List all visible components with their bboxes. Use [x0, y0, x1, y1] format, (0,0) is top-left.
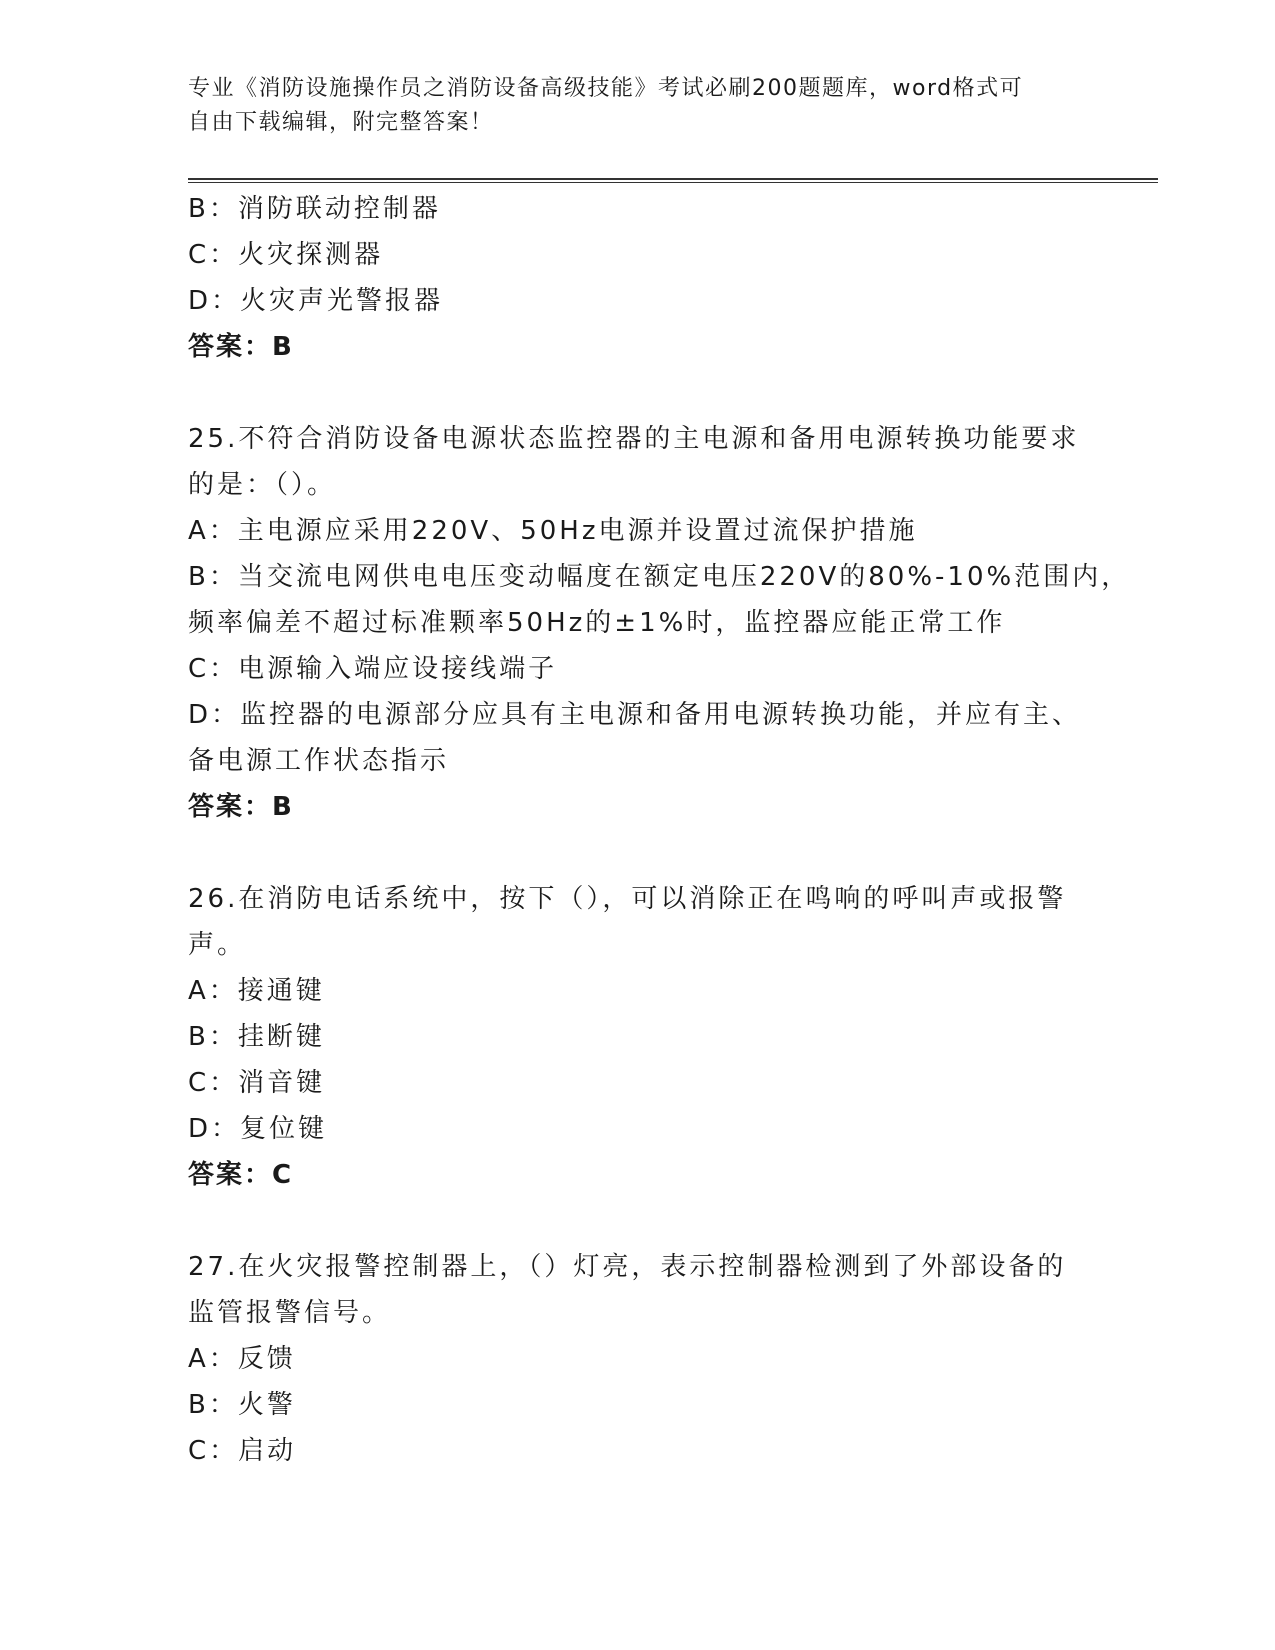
option-c: C：火灾探测器 [188, 240, 384, 270]
option-b: B：挂断键 [188, 1022, 325, 1052]
question-stem-line-1: 27.在火灾报警控制器上，（）灯亮，表示控制器检测到了外部设备的 [188, 1252, 1067, 1282]
question-stem-line-1: 25.不符合消防设备电源状态监控器的主电源和备用电源转换功能要求 [188, 424, 1080, 454]
question-stem-line-2: 的是：（）。 [188, 470, 337, 500]
spacer [188, 370, 1088, 416]
option-d-line-2: 备电源工作状态指示 [188, 746, 450, 776]
option-a: A：主电源应采用220V、50Hz电源并设置过流保护措施 [188, 516, 918, 546]
question-stem-line-2: 声。 [188, 930, 247, 960]
answer: 答案：B [188, 332, 294, 362]
spacer [188, 830, 1088, 876]
option-c: C：电源输入端应设接线端子 [188, 654, 558, 684]
option-b: B：消防联动控制器 [188, 194, 441, 224]
option-d: D：复位键 [188, 1114, 328, 1144]
option-b-line-2: 频率偏差不超过标准颗率50Hz的±1%时，监控器应能正常工作 [188, 608, 1006, 638]
option-b: B：火警 [188, 1390, 296, 1420]
question-24-tail [188, 186, 1088, 370]
header-line-2: 自由下载编辑，附完整答案！ [188, 110, 494, 135]
question-stem-line-1: 26.在消防电话系统中，按下（），可以消除正在鸣响的呼叫声或报警 [188, 884, 1067, 914]
option-b-line-1: B：当交流电网供电电压变动幅度在额定电压220V的80%-10%范围内， [188, 562, 1131, 592]
answer: 答案：B [188, 792, 294, 822]
document-header [188, 72, 1088, 140]
option-d: D：火灾声光警报器 [188, 286, 444, 316]
divider-thick-line [188, 178, 1158, 180]
header-line-1: 专业《消防设施操作员之消防设备高级技能》考试必刷200题题库，word格式可 [188, 76, 1024, 101]
divider-thin-line [188, 182, 1158, 183]
option-c: C：消音键 [188, 1068, 326, 1098]
option-a: A：接通键 [188, 976, 325, 1006]
answer: 答案：C [188, 1160, 294, 1190]
question-list [188, 186, 1131, 1474]
question-25 [188, 416, 1131, 830]
question-26 [188, 876, 1088, 1198]
option-d-line-1: D：监控器的电源部分应具有主电源和备用电源转换功能，并应有主、 [188, 700, 1082, 730]
header-divider [188, 178, 1158, 183]
spacer [188, 1198, 1088, 1244]
option-a: A：反馈 [188, 1344, 296, 1374]
option-c: C：启动 [188, 1436, 297, 1466]
question-27 [188, 1244, 1088, 1474]
question-stem-line-2: 监管报警信号。 [188, 1298, 392, 1328]
